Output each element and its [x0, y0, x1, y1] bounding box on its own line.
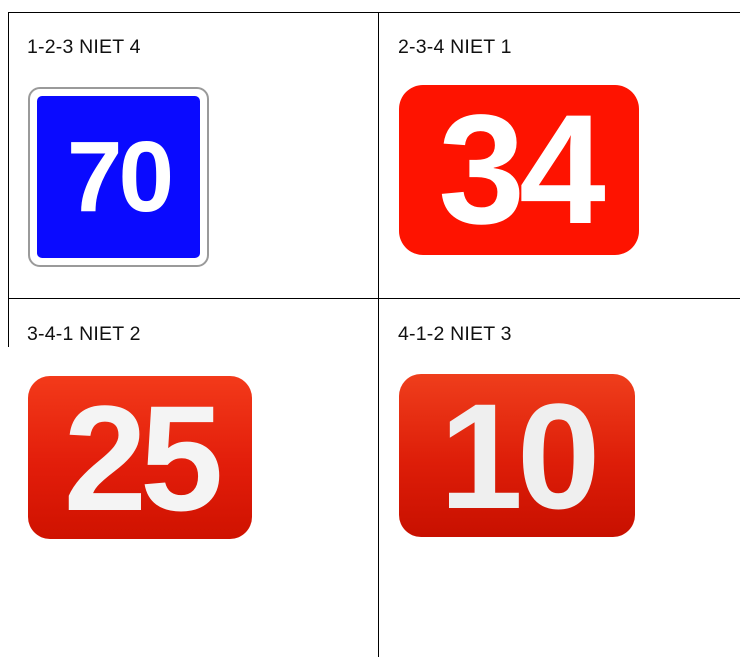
road-sign-10: [399, 374, 635, 537]
road-sign-34: [399, 85, 639, 255]
table-center-divider: [378, 12, 379, 657]
cell-label-bottom-left: 3-4-1 NIET 2: [27, 323, 141, 345]
road-sign-25: [28, 376, 252, 539]
table-middle-border: [8, 298, 740, 299]
road-sign-70-panel: [37, 96, 200, 258]
road-sign-number: 10: [439, 374, 595, 537]
road-sign-number: 70: [66, 121, 171, 233]
road-sign-70: [28, 87, 209, 267]
road-sign-number: 34: [438, 85, 600, 255]
cell-label-top-left: 1-2-3 NIET 4: [27, 36, 141, 58]
cell-label-top-right: 2-3-4 NIET 1: [398, 36, 512, 58]
table-top-border: [8, 12, 740, 13]
road-sign-number: 25: [63, 376, 217, 539]
cell-label-bottom-right: 4-1-2 NIET 3: [398, 323, 512, 345]
table-left-border: [8, 12, 9, 347]
